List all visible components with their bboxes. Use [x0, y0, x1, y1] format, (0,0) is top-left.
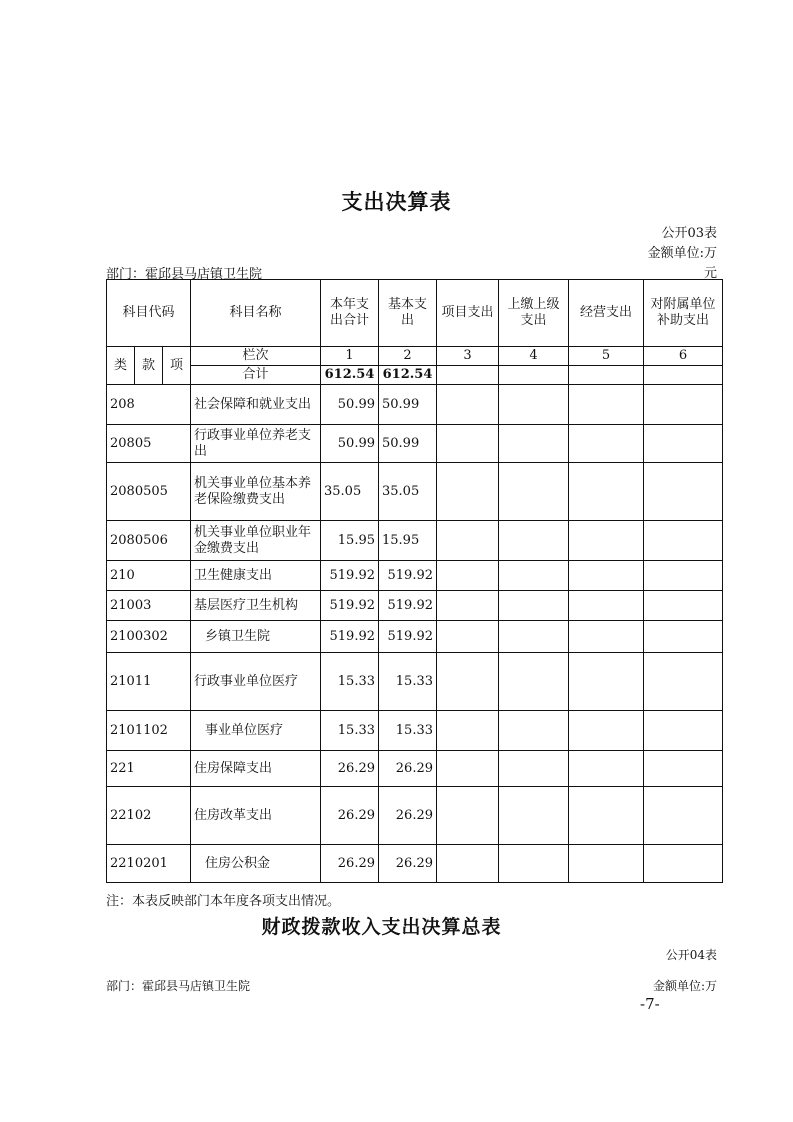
table-row	[107, 463, 723, 521]
table-row	[107, 787, 723, 845]
table-row	[107, 845, 723, 883]
row-basic: 50.99	[379, 425, 437, 463]
row-code: 208	[107, 385, 191, 425]
row-code: 20805	[107, 425, 191, 463]
column-number-5: 5	[569, 347, 644, 366]
table-row	[107, 561, 723, 591]
sum-row	[107, 366, 723, 385]
page-number: -7-	[640, 995, 660, 1013]
row-upper	[499, 621, 569, 653]
row-project	[437, 561, 499, 591]
table-row	[107, 385, 723, 425]
row-upper	[499, 787, 569, 845]
row-basic: 26.29	[379, 845, 437, 883]
row-upper	[499, 845, 569, 883]
form-number: 公开03表	[661, 226, 717, 241]
sum-subsidy	[644, 366, 723, 385]
table-note: 注：本表反映部门本年度各项支出情况。	[106, 894, 341, 909]
row-total: 15.95	[321, 521, 379, 561]
row-upper	[499, 561, 569, 591]
row-name: 住房保障支出	[191, 751, 321, 787]
row-code: 2210201	[107, 845, 191, 883]
row-basic: 519.92	[379, 591, 437, 621]
row-subsidy	[644, 711, 723, 751]
row-project	[437, 521, 499, 561]
row-name: 行政事业单位养老支出	[191, 425, 321, 463]
row-basic: 519.92	[379, 561, 437, 591]
row-subsidy	[644, 751, 723, 787]
sum-total: 612.54	[321, 366, 379, 385]
row-total: 26.29	[321, 787, 379, 845]
row-subsidy	[644, 653, 723, 711]
row-operating	[569, 621, 644, 653]
form-number-04: 公开04表	[665, 948, 717, 962]
row-subsidy	[644, 621, 723, 653]
row-operating	[569, 751, 644, 787]
row-operating	[569, 591, 644, 621]
row-project	[437, 711, 499, 751]
row-basic: 26.29	[379, 751, 437, 787]
column-number-label: 栏次	[191, 347, 321, 366]
row-code: 2080506	[107, 521, 191, 561]
header-subject-name: 科目名称	[191, 280, 321, 347]
row-operating	[569, 787, 644, 845]
row-name: 基层医疗卫生机构	[191, 591, 321, 621]
sum-upper	[499, 366, 569, 385]
row-name: 社会保障和就业支出	[191, 385, 321, 425]
table-row	[107, 425, 723, 463]
row-total: 519.92	[321, 561, 379, 591]
amount-unit-04: 金额单位:万	[652, 979, 717, 993]
row-name: 机关事业单位职业年金缴费支出	[191, 521, 321, 561]
row-name: 住房改革支出	[191, 787, 321, 845]
row-code: 221	[107, 751, 191, 787]
header-project: 项目支出	[437, 280, 499, 347]
row-operating	[569, 463, 644, 521]
row-upper	[499, 521, 569, 561]
table-row	[107, 751, 723, 787]
page-title: 支出决算表	[341, 190, 452, 214]
row-upper	[499, 711, 569, 751]
header-total: 本年支出合计	[321, 280, 379, 347]
row-basic: 15.95	[379, 521, 437, 561]
row-project	[437, 591, 499, 621]
row-code: 2080505	[107, 463, 191, 521]
column-number-2: 2	[379, 347, 437, 366]
header-xiang: 项	[163, 347, 191, 385]
header-row	[107, 280, 723, 347]
row-total: 15.33	[321, 653, 379, 711]
expenditure-table	[106, 279, 723, 883]
header-subject-code: 科目代码	[107, 280, 191, 347]
row-basic: 50.99	[379, 385, 437, 425]
row-operating	[569, 845, 644, 883]
row-subsidy	[644, 425, 723, 463]
table-row	[107, 591, 723, 621]
table-row	[107, 621, 723, 653]
header-kuan: 款	[135, 347, 163, 385]
row-subsidy	[644, 463, 723, 521]
row-operating	[569, 385, 644, 425]
amount-unit: 金额单位:万	[647, 246, 717, 261]
row-subsidy	[644, 561, 723, 591]
header-basic: 基本支出	[379, 280, 437, 347]
row-code: 2101102	[107, 711, 191, 751]
row-subsidy	[644, 385, 723, 425]
header-lei: 类	[107, 347, 135, 385]
column-number-6: 6	[644, 347, 723, 366]
department-label-04: 部门：霍邱县马店镇卫生院	[106, 979, 251, 993]
row-project	[437, 751, 499, 787]
row-project	[437, 425, 499, 463]
sum-basic: 612.54	[379, 366, 437, 385]
row-basic: 15.33	[379, 711, 437, 751]
row-project	[437, 385, 499, 425]
row-basic: 519.92	[379, 621, 437, 653]
row-upper	[499, 653, 569, 711]
row-operating	[569, 521, 644, 561]
row-name: 行政事业单位医疗	[191, 653, 321, 711]
row-name: 乡镇卫生院	[191, 621, 321, 653]
header-subsidy: 对附属单位补助支出	[644, 280, 723, 347]
row-total: 35.05	[321, 463, 379, 521]
row-total: 15.33	[321, 711, 379, 751]
row-total: 26.29	[321, 751, 379, 787]
header-upper: 上缴上级支出	[499, 280, 569, 347]
row-operating	[569, 711, 644, 751]
sum-operating	[569, 366, 644, 385]
row-project	[437, 787, 499, 845]
row-code: 21003	[107, 591, 191, 621]
row-basic: 26.29	[379, 787, 437, 845]
row-upper	[499, 591, 569, 621]
row-operating	[569, 425, 644, 463]
row-name: 机关事业单位基本养老保险缴费支出	[191, 463, 321, 521]
row-upper	[499, 385, 569, 425]
row-upper	[499, 425, 569, 463]
row-upper	[499, 463, 569, 521]
row-total: 50.99	[321, 425, 379, 463]
row-code: 21011	[107, 653, 191, 711]
row-name: 卫生健康支出	[191, 561, 321, 591]
row-project	[437, 463, 499, 521]
header-operating: 经营支出	[569, 280, 644, 347]
table-row	[107, 711, 723, 751]
row-subsidy	[644, 845, 723, 883]
sum-label: 合计	[191, 366, 321, 385]
row-name: 住房公积金	[191, 845, 321, 883]
column-number-3: 3	[437, 347, 499, 366]
row-total: 50.99	[321, 385, 379, 425]
row-name: 事业单位医疗	[191, 711, 321, 751]
row-subsidy	[644, 521, 723, 561]
row-total: 26.29	[321, 845, 379, 883]
row-basic: 35.05	[379, 463, 437, 521]
table-row	[107, 521, 723, 561]
row-upper	[499, 751, 569, 787]
column-number-4: 4	[499, 347, 569, 366]
amount-unit-continued: 元	[703, 266, 717, 281]
row-subsidy	[644, 591, 723, 621]
row-project	[437, 621, 499, 653]
row-code: 2100302	[107, 621, 191, 653]
column-number-row	[107, 347, 723, 366]
row-code: 22102	[107, 787, 191, 845]
row-operating	[569, 653, 644, 711]
column-number-1: 1	[321, 347, 379, 366]
sum-project	[437, 366, 499, 385]
row-project	[437, 653, 499, 711]
row-code: 210	[107, 561, 191, 591]
table-row	[107, 653, 723, 711]
row-project	[437, 845, 499, 883]
row-total: 519.92	[321, 621, 379, 653]
department-label: 部门：霍邱县马店镇卫生院	[106, 267, 263, 282]
row-subsidy	[644, 787, 723, 845]
row-basic: 15.33	[379, 653, 437, 711]
section-title: 财政拨款收入支出决算总表	[261, 916, 502, 938]
row-operating	[569, 561, 644, 591]
row-total: 519.92	[321, 591, 379, 621]
